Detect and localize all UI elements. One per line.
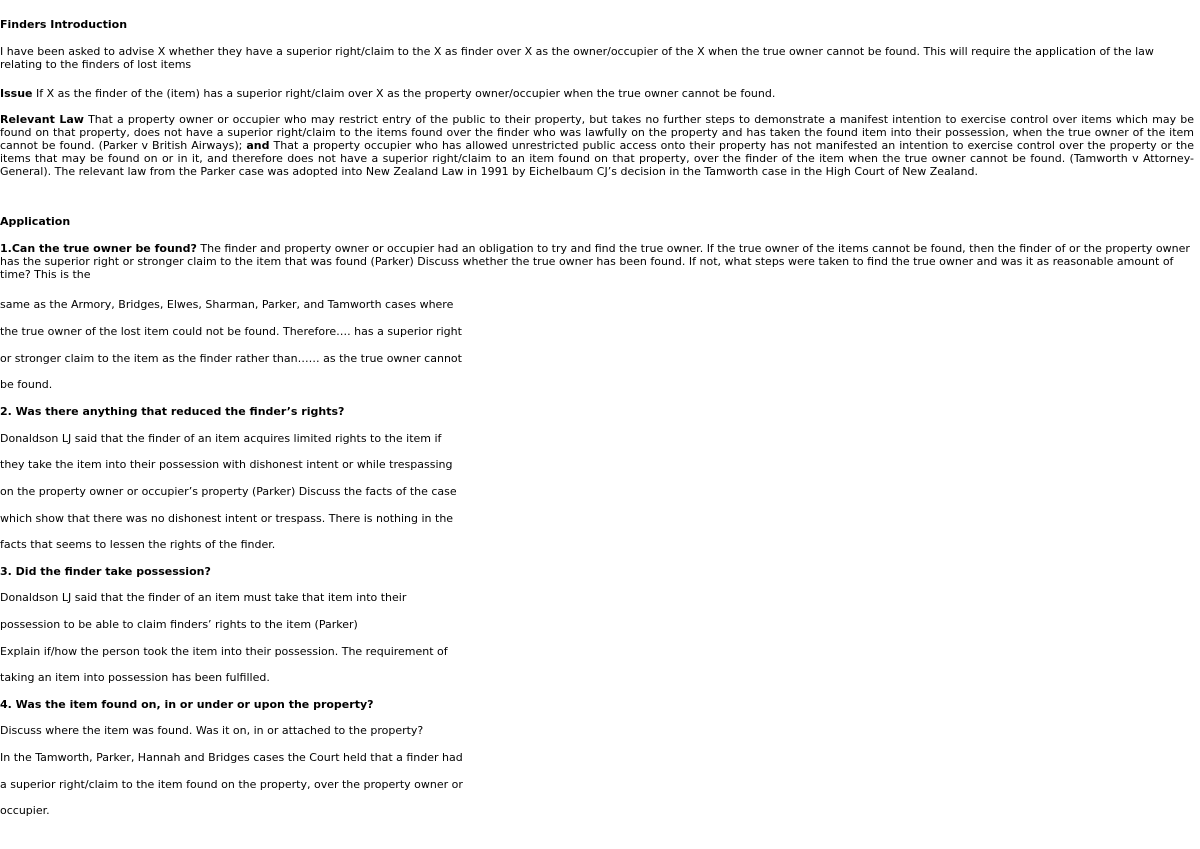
- relevant-law-paragraph: [0, 113, 1194, 178]
- document-heading: Finders Introduction: [0, 18, 128, 31]
- q2-line: they take the item into their possession with dishonest intent or while trespassing: [0, 458, 453, 471]
- q4-line: Discuss where the item was found. Was it on, in or attached to the property?: [0, 724, 424, 737]
- relevant-law-and: and: [246, 139, 270, 152]
- relevant-law-label: Relevant Law: [0, 113, 84, 126]
- q3-line: Donaldson LJ said that the finder of an item must take that item into their: [0, 591, 407, 604]
- q1-line: or stronger claim to the item as the finder rather than…… as the true owner cannot: [0, 352, 462, 365]
- q4-heading: 4. Was the item found on, in or under or upon the property?: [0, 698, 374, 711]
- q3-heading: 3. Did the finder take possession?: [0, 565, 211, 578]
- q1-text: The finder and property owner or occupier had an obligation to try and find the true owner. If the true owner of the items cannot be found, then the finder of or the property owner has the superior right or stronger claim to the item that was found (Parker) Discuss whether the true owner has been found. If not, what steps were taken to find the true owner and was it as reasonable amount of time? This is the: [0, 242, 1190, 281]
- q2-line: which show that there was no dishonest intent or trespass. There is nothing in the: [0, 512, 454, 525]
- q4-line: a superior right/claim to the item found on the property, over the property owner or: [0, 778, 463, 791]
- q3-line: possession to be able to claim finders’ rights to the item (Parker): [0, 618, 358, 631]
- q1-line: the true owner of the lost item could not be found. Therefore…. has a superior right: [0, 325, 462, 338]
- relevant-law-text-2: That a property occupier who has allowed unrestricted public access onto their property has not manifested an intention to exercise control over the property or the items that may be found on or in it, and therefore does not have a superior right/claim to an item found on that property, over the finder of the item when the true owner cannot be found. (Tamworth v Attorney-General). The relevant law from the Parker case was adopted into New Zealand Law in 1991 by Eichelbaum CJ’s decision in the Tamworth case in the High Court of New Zealand.: [0, 139, 1194, 178]
- q1-paragraph: [0, 242, 1194, 281]
- q3-line: taking an item into possession has been fulfilled.: [0, 671, 270, 684]
- q2-line: facts that seems to lessen the rights of the finder.: [0, 538, 276, 551]
- issue-label: Issue: [0, 87, 33, 100]
- application-heading: Application: [0, 215, 71, 228]
- issue-paragraph: [0, 87, 1194, 100]
- q2-line: on the property owner or occupier’s property (Parker) Discuss the facts of the case: [0, 485, 457, 498]
- issue-text: If X as the finder of the (item) has a superior right/claim over X as the property owner/occupier when the true owner cannot be found.: [32, 87, 776, 100]
- q3-line: Explain if/how the person took the item into their possession. The requirement of: [0, 645, 448, 658]
- introduction-paragraph: I have been asked to advise X whether they have a superior right/claim to the X as finder over X as the owner/occupier of the X when the true owner cannot be found. This will require the application of the law relating to the finders of lost items: [0, 45, 1154, 71]
- q1-line: be found.: [0, 378, 53, 391]
- q4-line: In the Tamworth, Parker, Hannah and Bridges cases the Court held that a finder had: [0, 751, 463, 764]
- q2-line: Donaldson LJ said that the finder of an item acquires limited rights to the item if: [0, 432, 442, 445]
- relevant-law-text-1: That a property owner or occupier who may restrict entry of the public to their property, but takes no further steps to demonstrate a manifest intention to exercise control over items which may be found on that property, does not have a superior right/claim to the items found over the finder who was lawfully on the property and has taken the found item into their possession, when the true owner of the item cannot be found. (Parker v British Airways);: [0, 113, 1194, 152]
- q1-line: same as the Armory, Bridges, Elwes, Sharman, Parker, and Tamworth cases where: [0, 298, 454, 311]
- q2-heading: 2. Was there anything that reduced the finder’s rights?: [0, 405, 345, 418]
- q1-heading: 1.Can the true owner be found?: [0, 242, 197, 255]
- q4-line: occupier.: [0, 804, 50, 817]
